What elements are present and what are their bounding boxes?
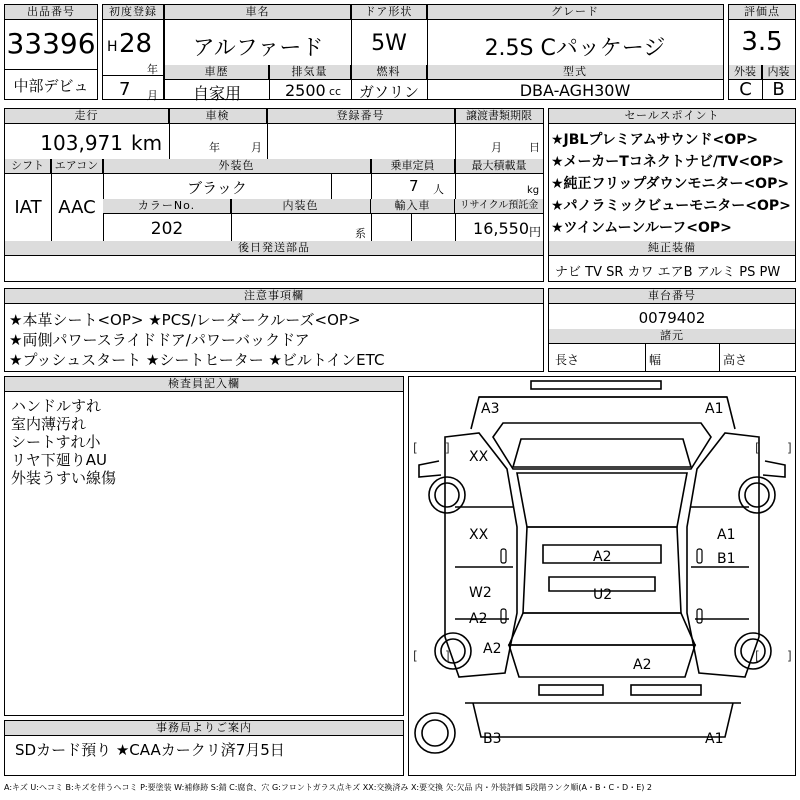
door-label: ドア形状 — [351, 5, 427, 20]
sales-points-box — [548, 108, 796, 282]
chassis-title: 車台番号 — [549, 289, 795, 304]
inspection-label: 車検 — [169, 109, 267, 124]
inspector-box — [4, 376, 404, 716]
history: 自家用 — [192, 84, 241, 103]
damage-mark-front-right: A1 — [705, 401, 724, 417]
damage-mark-roof-lower: U2 — [593, 587, 613, 603]
inspector-line: ハンドルすれ — [11, 397, 102, 415]
ext-color: ブラック — [187, 179, 247, 197]
import-label: 輸入車 — [371, 199, 455, 214]
notes-box — [4, 288, 544, 372]
sales-point-item: ★パノラミックビューモニター<OP> — [551, 198, 791, 214]
shift-label: シフト — [5, 159, 51, 174]
plate-label: 登録番号 — [267, 109, 455, 124]
width-label: 幅 — [649, 353, 662, 367]
dims-title: 諸元 — [549, 329, 795, 344]
ac: AAC — [58, 197, 96, 218]
reg-month: 7 — [119, 79, 131, 100]
int-color-unit: 系 — [355, 227, 366, 240]
era: H — [107, 39, 118, 55]
later-parts-label: 後日発送部品 — [5, 241, 543, 256]
history-label: 車歴 — [165, 65, 269, 80]
note-line: ★本革シート<OP> ★PCS/レーダークルーズ<OP> — [9, 311, 361, 329]
sales-point-item: ★JBLプレミアムサウンド<OP> — [551, 132, 759, 148]
damage-mark-door-front-right-2: B1 — [717, 551, 736, 567]
damage-mark-bumper-rear-left: B3 — [483, 731, 502, 747]
mileage-unit: km — [131, 131, 163, 155]
displacement: 2500 — [285, 81, 326, 100]
insp-month-unit: 月 — [251, 141, 262, 154]
vehicle-details-box — [4, 108, 544, 282]
int-grade-label: 内装 — [762, 65, 795, 80]
door-type: 5W — [371, 31, 407, 56]
height-label: 高さ — [723, 353, 748, 367]
reg-year: 28 — [119, 29, 153, 59]
damage-mark-rear-fender-left: A2 — [483, 641, 502, 657]
inspector-title: 検査員記入欄 — [5, 377, 403, 392]
transfer-month-unit: 月 — [491, 141, 502, 154]
recycle-label: リサイクル預託金 — [455, 199, 543, 214]
color-no-label: カラーNo. — [103, 199, 231, 214]
int-grade: B — [772, 79, 785, 100]
displacement-unit: cc — [329, 85, 342, 98]
car-name-label: 車名 — [165, 5, 351, 20]
office-note-box — [4, 720, 404, 776]
capacity: 7 — [409, 177, 419, 195]
notes-title: 注意事項欄 — [5, 289, 543, 304]
ext-grade-label: 外装 — [729, 65, 762, 80]
insp-year-unit: 年 — [209, 141, 220, 154]
office-note-title: 事務局よりご案内 — [5, 721, 403, 736]
capacity-label: 乗車定員 — [371, 159, 455, 174]
shift: IAT — [14, 197, 42, 218]
recycle-unit: 円 — [529, 225, 542, 239]
chassis-box — [548, 288, 796, 372]
first-registration-box — [102, 4, 164, 100]
color-no: 202 — [150, 219, 184, 239]
damage-mark-roof: A2 — [593, 549, 612, 565]
capacity-unit: 人 — [433, 183, 444, 196]
chassis-number: 0079402 — [638, 309, 706, 327]
note-line: ★両側パワースライドドア/パワーバックドア — [9, 331, 310, 349]
note-line: ★プッシュスタート ★シートヒーター ★ビルトインETC — [9, 351, 385, 369]
office-note-text: SDカード預り ★CAAカークリ済7月5日 — [15, 741, 285, 759]
score-box — [728, 4, 796, 100]
sales-point-item: ★メーカーTコネクトナビ/TV<OP> — [551, 154, 784, 170]
recycle: 16,550 — [473, 219, 529, 238]
max-load-label: 最大積載量 — [455, 159, 543, 174]
mileage-label: 走行 — [5, 109, 169, 124]
damage-mark-bumper-rear-right: A1 — [705, 731, 724, 747]
int-color-label: 内装色 — [231, 199, 371, 214]
inspector-line: 外装うすい線傷 — [11, 469, 117, 487]
equipment-label: 純正装備 — [549, 241, 795, 256]
damage-mark-fender-left: XX — [469, 449, 489, 465]
length-label: 長さ — [555, 353, 580, 367]
transfer-day-unit: 日 — [529, 141, 540, 154]
mileage: 103,971 — [40, 131, 123, 155]
grade-label: グレード — [427, 5, 723, 20]
lot-number-label: 出品番号 — [5, 5, 97, 20]
fuel: ガソリン — [358, 83, 419, 101]
ext-color-label: 外装色 — [103, 159, 371, 174]
ext-grade: C — [739, 79, 752, 100]
transfer-label: 譲渡書類期限 — [455, 109, 543, 124]
car-outline-drawing — [409, 377, 795, 775]
sales-points-title: セールスポイント — [549, 109, 795, 124]
ac-label: エアコン — [51, 159, 103, 174]
damage-mark-front-left: A3 — [481, 401, 500, 417]
main-info-box — [164, 4, 724, 103]
grade: 2.5S Cパッケージ — [484, 36, 666, 61]
first-reg-label: 初度登録 — [103, 5, 163, 20]
year-unit: 年 — [147, 63, 158, 76]
auction-site: 中部デビュ — [13, 77, 89, 95]
equipment: ナビ TV SR カワ エアB アルミ PS PW — [555, 265, 781, 280]
sales-point-item: ★純正フリップダウンモニター<OP> — [551, 176, 790, 192]
max-load-unit: kg — [527, 185, 540, 196]
damage-mark-door-front-right: A1 — [717, 527, 736, 543]
model-code: DBA-AGH30W — [519, 81, 631, 100]
damage-mark-door-rear-left: W2 — [469, 585, 492, 601]
score: 3.5 — [741, 27, 783, 57]
car-name: アルファード — [192, 36, 324, 61]
lot-number: 33396 — [6, 27, 96, 60]
lot-number-box — [4, 4, 98, 100]
sales-point-item: ★ツインムーンルーフ<OP> — [551, 220, 732, 236]
inspector-line: 室内薄汚れ — [11, 415, 87, 433]
fuel-label: 燃料 — [351, 65, 427, 80]
damage-legend: A:キズ U:ヘコミ B:キズを伴うヘコミ P:要塗装 W:補修跡 S:錆 C:腐食、穴 G:フロントガラス点キズ XX:交換済み X:要交換 欠:欠品 内・外装評価 5段階ランク順(A・B・C・D・E) 2 — [4, 783, 653, 792]
inspector-line: リヤ下廻りAU — [11, 451, 107, 469]
displacement-label: 排気量 — [269, 65, 351, 80]
score-label: 評価点 — [729, 5, 795, 20]
damage-mark-door-front-left: XX — [469, 527, 489, 543]
car-diagram: [ ] [ ] [ ] [ ] A3 A1 XX XX A1 B1 A2 U2 W2 A2 A2 A2 B3 A1 — [408, 376, 796, 776]
damage-mark-door-rear-left-2: A2 — [469, 611, 488, 627]
model-label: 型式 — [427, 65, 723, 80]
inspector-line: シートすれ小 — [11, 433, 101, 451]
month-unit: 月 — [147, 89, 158, 102]
damage-mark-rear-right: A2 — [633, 657, 652, 673]
